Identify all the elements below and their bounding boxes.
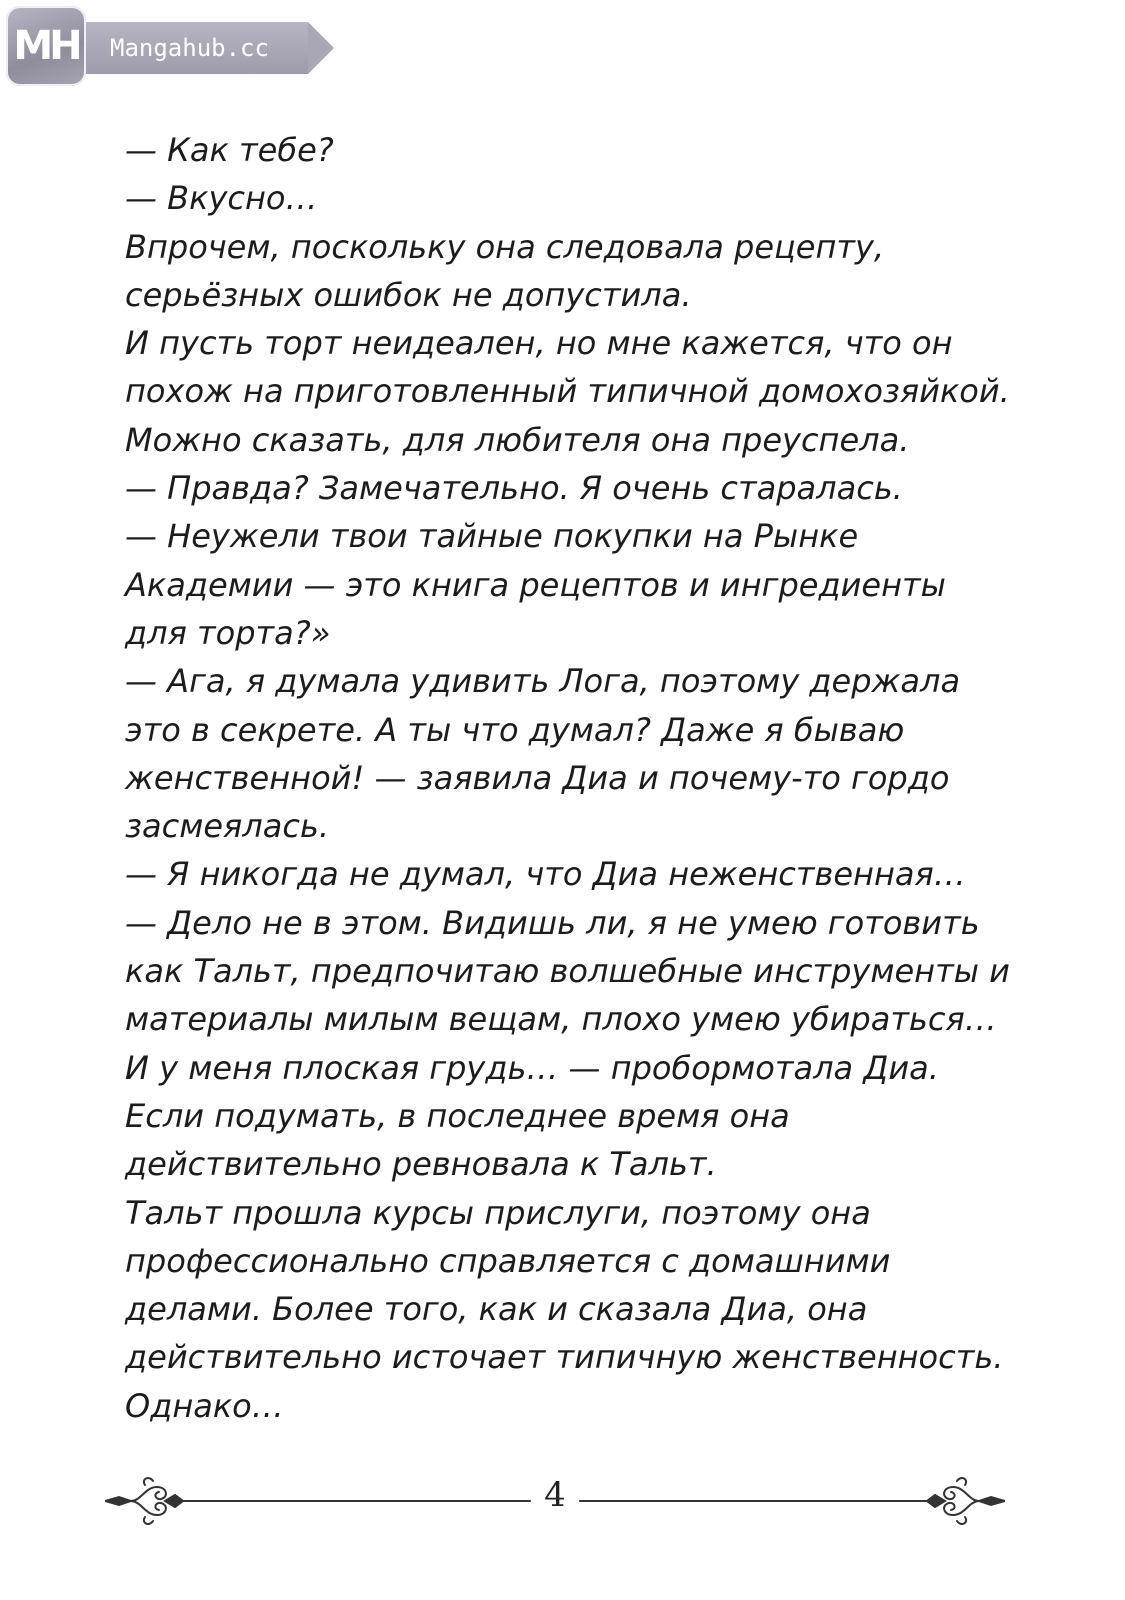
text-line: как Тальт, предпочитаю волшебные инструменты и: [125, 952, 1010, 991]
text-line: Тальт прошла курсы прислуги, поэтому она: [125, 1193, 871, 1232]
text-line: Впрочем, поскольку она следовала рецепту,: [125, 227, 885, 266]
text-line: — Дело не в этом. Видишь ли, я не умею готовить: [125, 903, 980, 942]
text-line: похож на приготовленный типичной домохозяйкой.: [125, 372, 1010, 411]
text-line: женственной! — заявила Диа и почему-то гордо: [125, 758, 950, 797]
text-line: засмеялась.: [125, 807, 329, 846]
text-line: — Ага, я думала удивить Лога, поэтому держала: [125, 662, 961, 701]
text-line: для торта?»: [125, 613, 331, 652]
page-text: [125, 126, 1025, 1430]
text-line: Можно сказать, для любителя она преуспела.: [125, 420, 910, 459]
text-line: И пусть торт неидеален, но мне кажется, что он: [125, 324, 953, 363]
text-line: делами. Более того, как и сказала Диа, она: [125, 1290, 868, 1329]
site-name: Mangahub.cc: [86, 22, 308, 74]
site-logo: MH: [6, 6, 86, 86]
text-line: — Вкусно…: [125, 179, 318, 218]
text-line: — Как тебе?: [125, 131, 334, 169]
text-line: И у меня плоская грудь… — пробормотала Диа.: [125, 1048, 939, 1087]
text-line: — Правда? Замечательно. Я очень старалась.: [125, 469, 903, 508]
text-line: это в секрете. А ты что думал? Даже я бываю: [125, 710, 905, 749]
text-line: действительно ревновала к Тальт.: [125, 1145, 717, 1184]
text-line: Однако…: [125, 1386, 284, 1425]
watermark: [6, 6, 346, 86]
text-line: действительно источает типичную женственность.: [125, 1338, 1004, 1377]
text-line: — Неужели твои тайные покупки на Рынке: [125, 517, 859, 556]
text-line: серьёзных ошибок не допустила.: [125, 275, 692, 314]
text-line: — Я никогда не думал, что Диа неженственная…: [125, 855, 966, 894]
text-line: материалы милым вещам, плохо умею убираться…: [125, 1000, 997, 1039]
text-line: профессионально справляется с домашними: [125, 1241, 891, 1280]
text-line: Академии — это книга рецептов и ингредиенты: [125, 565, 946, 604]
page-number: 4: [544, 1475, 566, 1515]
page-footer: [105, 1473, 1005, 1529]
text-line: Если подумать, в последнее время она: [125, 1096, 790, 1135]
